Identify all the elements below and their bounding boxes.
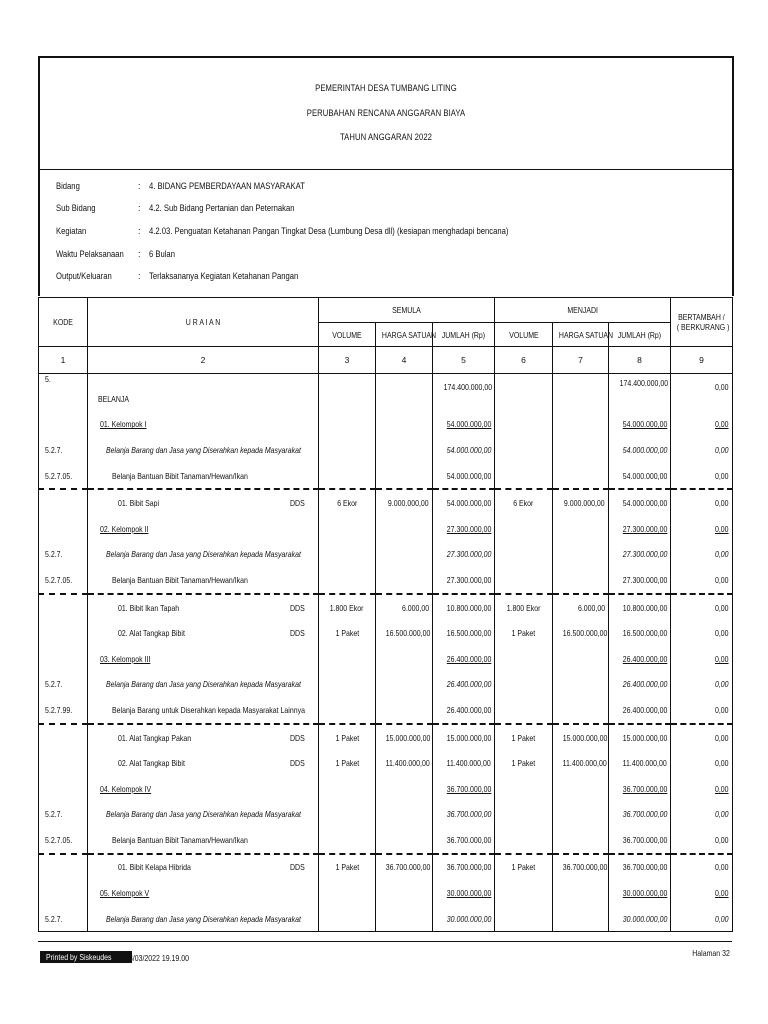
cell-selisih: 0,00 xyxy=(671,620,733,646)
table-row xyxy=(39,646,733,672)
cell-jumlah-menjadi: 11.400.000,00 xyxy=(609,750,671,776)
table-row xyxy=(39,776,733,802)
cell-harga-semula xyxy=(376,672,433,698)
cell-uraian: 04. Kelompok IV xyxy=(88,776,319,802)
table-row xyxy=(39,724,733,751)
cell-volume-menjadi xyxy=(495,802,553,828)
cell-kode: 5.2.7.05. xyxy=(39,827,88,854)
cell-jumlah-menjadi: 27.300.000,00 xyxy=(609,542,671,568)
cell-volume-semula xyxy=(319,827,376,854)
header-report-title: PERUBAHAN RENCANA ANGGARAN BIAYA xyxy=(306,108,466,118)
cell-kode: 5.2.7. xyxy=(39,906,88,932)
cell-jumlah-menjadi: 26.400.000,00 xyxy=(609,672,671,698)
cell-jumlah-semula: 54.000.000,00 xyxy=(433,489,495,516)
cell-harga-semula xyxy=(376,776,433,802)
cell-harga-menjadi: 11.400.000,00 xyxy=(553,750,609,776)
table-row xyxy=(39,906,733,932)
cell-volume-semula xyxy=(319,516,376,542)
cell-volume-menjadi xyxy=(495,374,553,412)
cell-kode xyxy=(39,620,88,646)
cell-uraian: Belanja Barang dan Jasa yang Diserahkan kepada Masyarakat xyxy=(88,542,319,568)
cell-volume-menjadi xyxy=(495,776,553,802)
cell-harga-menjadi xyxy=(553,827,609,854)
cell-uraian: Belanja Barang dan Jasa yang Diserahkan kepada Masyarakat xyxy=(88,906,319,932)
cell-kode xyxy=(39,412,88,438)
cell-uraian: 01. Kelompok I xyxy=(88,412,319,438)
report-header xyxy=(38,56,734,170)
cell-harga-menjadi xyxy=(553,672,609,698)
cell-volume-menjadi xyxy=(495,906,553,932)
cell-harga-menjadi xyxy=(553,880,609,906)
col-volume-2: VOLUME xyxy=(495,323,553,347)
cell-uraian: 03. Kelompok III xyxy=(88,646,319,672)
cell-volume-menjadi xyxy=(495,516,553,542)
cell-uraian: 01. Alat Tangkap Pakan DDS xyxy=(88,724,319,751)
cell-uraian: Belanja Bantuan Bibit Tanaman/Hewan/Ikan xyxy=(88,567,319,594)
cell-harga-menjadi xyxy=(553,437,609,463)
cell-jumlah-semula: 10.800.000,00 xyxy=(433,594,495,621)
cell-jumlah-menjadi: 10.800.000,00 xyxy=(609,594,671,621)
cell-harga-menjadi xyxy=(553,463,609,490)
cell-uraian: Belanja Bantuan Bibit Tanaman/Hewan/Ikan xyxy=(88,827,319,854)
table-row xyxy=(39,594,733,621)
cell-harga-menjadi xyxy=(553,516,609,542)
cell-harga-menjadi xyxy=(553,776,609,802)
cell-volume-semula: 1.800 Ekor xyxy=(319,594,376,621)
cell-selisih: 0,00 xyxy=(671,646,733,672)
col-volume-1: VOLUME xyxy=(319,323,376,347)
cell-volume-semula: 6 Ekor xyxy=(319,489,376,516)
cell-harga-semula xyxy=(376,374,433,412)
cell-kode: 5.2.7. xyxy=(39,802,88,828)
cell-volume-semula: 1 Paket xyxy=(319,750,376,776)
cell-harga-menjadi xyxy=(553,412,609,438)
cell-selisih: 0,00 xyxy=(671,906,733,932)
cell-selisih: 0,00 xyxy=(671,880,733,906)
cell-uraian: 05. Kelompok V xyxy=(88,880,319,906)
cell-volume-menjadi: 1 Paket xyxy=(495,854,553,881)
cell-volume-semula: 1 Paket xyxy=(319,724,376,751)
cell-selisih: 0,00 xyxy=(671,374,733,412)
cell-harga-semula: 6.000,00 xyxy=(376,594,433,621)
cell-volume-semula xyxy=(319,802,376,828)
cell-harga-semula xyxy=(376,906,433,932)
col-menjadi-header: MENJADI xyxy=(495,298,671,323)
cell-jumlah-menjadi: 54.000.000,00 xyxy=(609,463,671,490)
cell-selisih: 0,00 xyxy=(671,567,733,594)
cell-harga-semula xyxy=(376,802,433,828)
col-jumlah-2: JUMLAH (Rp) xyxy=(609,323,671,347)
cell-volume-semula xyxy=(319,880,376,906)
print-date: 28/03/2022 19.19.00 xyxy=(125,953,189,963)
cell-harga-semula xyxy=(376,567,433,594)
cell-kode: 5.2.7.99. xyxy=(39,697,88,724)
cell-harga-semula xyxy=(376,516,433,542)
page-number: Halaman 32 xyxy=(692,948,730,958)
cell-jumlah-menjadi: 36.700.000,00 xyxy=(609,854,671,881)
cell-harga-semula xyxy=(376,827,433,854)
cell-kode xyxy=(39,516,88,542)
col-uraian-header: U R A I A N xyxy=(88,298,319,347)
col-semula-header: SEMULA xyxy=(319,298,495,323)
cell-jumlah-menjadi: 36.700.000,00 xyxy=(609,802,671,828)
table-row xyxy=(39,542,733,568)
cell-jumlah-semula: 54.000.000,00 xyxy=(433,463,495,490)
cell-jumlah-menjadi: 54.000.000,00 xyxy=(609,437,671,463)
cell-volume-menjadi xyxy=(495,412,553,438)
cell-uraian: Belanja Barang dan Jasa yang Diserahkan kepada Masyarakat xyxy=(88,802,319,828)
cell-jumlah-menjadi: 174.400.000,00 xyxy=(609,374,671,412)
cell-jumlah-menjadi: 36.700.000,00 xyxy=(609,776,671,802)
cell-harga-semula xyxy=(376,880,433,906)
cell-jumlah-semula: 27.300.000,00 xyxy=(433,542,495,568)
cell-selisih: 0,00 xyxy=(671,489,733,516)
cell-jumlah-menjadi: 54.000.000,00 xyxy=(609,489,671,516)
printed-by-badge: Printed by Siskeudes xyxy=(40,951,132,963)
cell-harga-menjadi xyxy=(553,542,609,568)
cell-harga-menjadi xyxy=(553,374,609,412)
cell-jumlah-semula: 36.700.000,00 xyxy=(433,827,495,854)
cell-jumlah-semula: 54.000.000,00 xyxy=(433,412,495,438)
table-row xyxy=(39,620,733,646)
column-number-row: 1 2 3 4 5 6 7 8 9 xyxy=(39,347,733,374)
cell-jumlah-semula: 27.300.000,00 xyxy=(433,567,495,594)
cell-harga-menjadi xyxy=(553,567,609,594)
cell-volume-semula xyxy=(319,672,376,698)
cell-volume-menjadi: 1 Paket xyxy=(495,750,553,776)
cell-harga-semula xyxy=(376,646,433,672)
cell-kode: 5.2.7.05. xyxy=(39,567,88,594)
cell-harga-menjadi xyxy=(553,802,609,828)
cell-kode xyxy=(39,776,88,802)
table-row xyxy=(39,437,733,463)
cell-harga-semula: 36.700.000,00 xyxy=(376,854,433,881)
cell-jumlah-menjadi: 30.000.000,00 xyxy=(609,906,671,932)
cell-volume-menjadi xyxy=(495,827,553,854)
cell-jumlah-menjadi: 54.000.000,00 xyxy=(609,412,671,438)
col-bertambah-header: BERTAMBAH / ( BERKURANG ) xyxy=(671,298,733,347)
cell-kode xyxy=(39,646,88,672)
cell-harga-semula xyxy=(376,542,433,568)
cell-harga-menjadi xyxy=(553,646,609,672)
cell-volume-semula xyxy=(319,906,376,932)
cell-jumlah-semula: 26.400.000,00 xyxy=(433,646,495,672)
cell-selisih: 0,00 xyxy=(671,516,733,542)
table-row xyxy=(39,672,733,698)
cell-selisih: 0,00 xyxy=(671,750,733,776)
cell-kode xyxy=(39,854,88,881)
cell-uraian: 01. Bibit Kelapa Hibrida DDS xyxy=(88,854,319,881)
table-row xyxy=(39,880,733,906)
cell-kode: 5.2.7.05. xyxy=(39,463,88,490)
header-fiscal-year: TAHUN ANGGARAN 2022 xyxy=(339,132,433,142)
cell-harga-menjadi xyxy=(553,697,609,724)
cell-kode: 5.2.7. xyxy=(39,437,88,463)
cell-uraian: 02. Alat Tangkap Bibit DDS xyxy=(88,620,319,646)
cell-kode xyxy=(39,724,88,751)
cell-jumlah-semula: 26.400.000,00 xyxy=(433,697,495,724)
cell-harga-semula: 15.000.000,00 xyxy=(376,724,433,751)
cell-selisih: 0,00 xyxy=(671,412,733,438)
cell-volume-menjadi: 1 Paket xyxy=(495,620,553,646)
cell-selisih: 0,00 xyxy=(671,463,733,490)
cell-kode xyxy=(39,750,88,776)
cell-volume-semula xyxy=(319,463,376,490)
cell-volume-semula: 1 Paket xyxy=(319,854,376,881)
cell-selisih: 0,00 xyxy=(671,594,733,621)
cell-harga-menjadi: 9.000.000,00 xyxy=(553,489,609,516)
col-jumlah-1: JUMLAH (Rp) xyxy=(433,323,495,347)
cell-volume-menjadi: 1 Paket xyxy=(495,724,553,751)
cell-jumlah-semula: 27.300.000,00 xyxy=(433,516,495,542)
cell-volume-menjadi xyxy=(495,672,553,698)
cell-jumlah-semula: 174.400.000,00 xyxy=(433,374,495,412)
cell-volume-menjadi xyxy=(495,880,553,906)
cell-uraian: Belanja Bantuan Bibit Tanaman/Hewan/Ikan xyxy=(88,463,319,490)
table-row xyxy=(39,854,733,881)
cell-jumlah-menjadi: 26.400.000,00 xyxy=(609,697,671,724)
cell-kode: 5.2.7. xyxy=(39,672,88,698)
cell-selisih: 0,00 xyxy=(671,802,733,828)
cell-jumlah-semula: 26.400.000,00 xyxy=(433,672,495,698)
cell-kode xyxy=(39,880,88,906)
cell-jumlah-semula: 36.700.000,00 xyxy=(433,776,495,802)
cell-selisih: 0,00 xyxy=(671,854,733,881)
table-row xyxy=(39,827,733,854)
activity-info: Bidang : 4. BIDANG PEMBERDAYAAN MASYARAKAT Sub Bidang : 4.2. Sub Bidang Pertanian dan Peternakan Kegiatan : 4.2.03. Penguatan Ketahanan Pangan Tingkat Desa (Lumbung Desa dll) (kesiapan menghadapi bencana) Waktu Pelaksanaan : 6 Bulan Output/Keluaran : Terlaksananya Kegiatan Ketahanan Pangan xyxy=(38,168,734,296)
cell-jumlah-semula: 36.700.000,00 xyxy=(433,854,495,881)
cell-selisih: 0,00 xyxy=(671,724,733,751)
cell-jumlah-semula: 30.000.000,00 xyxy=(433,906,495,932)
cell-volume-menjadi: 1.800 Ekor xyxy=(495,594,553,621)
cell-kode xyxy=(39,594,88,621)
cell-uraian: 01. Bibit Sapi DDS xyxy=(88,489,319,516)
cell-jumlah-menjadi: 16.500.000,00 xyxy=(609,620,671,646)
cell-jumlah-menjadi: 27.300.000,00 xyxy=(609,567,671,594)
cell-jumlah-menjadi: 26.400.000,00 xyxy=(609,646,671,672)
col-harga-2: HARGA SATUAN xyxy=(553,323,609,347)
cell-harga-menjadi xyxy=(553,906,609,932)
cell-jumlah-semula: 11.400.000,00 xyxy=(433,750,495,776)
table-row xyxy=(39,516,733,542)
cell-harga-semula xyxy=(376,412,433,438)
cell-selisih: 0,00 xyxy=(671,697,733,724)
cell-volume-menjadi: 6 Ekor xyxy=(495,489,553,516)
cell-harga-semula: 11.400.000,00 xyxy=(376,750,433,776)
cell-harga-semula xyxy=(376,697,433,724)
cell-jumlah-menjadi: 15.000.000,00 xyxy=(609,724,671,751)
cell-uraian: 01. Bibit Ikan Tapah DDS xyxy=(88,594,319,621)
budget-table xyxy=(38,297,733,932)
cell-harga-semula: 9.000.000,00 xyxy=(376,489,433,516)
cell-volume-menjadi xyxy=(495,697,553,724)
budget-rows xyxy=(39,374,733,932)
header-government: PEMERINTAH DESA TUMBANG LITING xyxy=(315,83,457,93)
cell-uraian: 02. Kelompok II xyxy=(88,516,319,542)
cell-uraian: 02. Alat Tangkap Bibit DDS xyxy=(88,750,319,776)
table-row xyxy=(39,697,733,724)
cell-selisih: 0,00 xyxy=(671,827,733,854)
cell-harga-menjadi: 6.000,00 xyxy=(553,594,609,621)
cell-uraian: BELANJA xyxy=(88,374,319,412)
cell-volume-semula xyxy=(319,374,376,412)
cell-uraian: Belanja Barang dan Jasa yang Diserahkan kepada Masyarakat xyxy=(88,672,319,698)
cell-harga-semula: 16.500.000,00 xyxy=(376,620,433,646)
cell-harga-semula xyxy=(376,463,433,490)
col-kode-header: KODE xyxy=(39,298,88,347)
cell-volume-semula xyxy=(319,776,376,802)
cell-harga-menjadi: 16.500.000,00 xyxy=(553,620,609,646)
cell-harga-menjadi: 15.000.000,00 xyxy=(553,724,609,751)
table-row xyxy=(39,567,733,594)
cell-volume-menjadi xyxy=(495,463,553,490)
cell-volume-menjadi xyxy=(495,542,553,568)
cell-harga-menjadi: 36.700.000,00 xyxy=(553,854,609,881)
cell-harga-semula xyxy=(376,437,433,463)
table-row xyxy=(39,802,733,828)
cell-volume-menjadi xyxy=(495,646,553,672)
cell-selisih: 0,00 xyxy=(671,776,733,802)
cell-kode xyxy=(39,489,88,516)
table-row xyxy=(39,412,733,438)
cell-jumlah-menjadi: 36.700.000,00 xyxy=(609,827,671,854)
cell-selisih: 0,00 xyxy=(671,672,733,698)
cell-volume-semula xyxy=(319,542,376,568)
cell-volume-semula xyxy=(319,697,376,724)
footer-divider xyxy=(38,941,732,942)
table-row xyxy=(39,750,733,776)
table-row xyxy=(39,374,733,412)
cell-jumlah-menjadi: 30.000.000,00 xyxy=(609,880,671,906)
cell-selisih: 0,00 xyxy=(671,437,733,463)
cell-volume-semula xyxy=(319,567,376,594)
cell-jumlah-menjadi: 27.300.000,00 xyxy=(609,516,671,542)
cell-volume-semula: 1 Paket xyxy=(319,620,376,646)
cell-selisih: 0,00 xyxy=(671,542,733,568)
table-row xyxy=(39,489,733,516)
cell-kode: 5.2.7. xyxy=(39,542,88,568)
cell-jumlah-semula: 15.000.000,00 xyxy=(433,724,495,751)
cell-jumlah-semula: 54.000.000,00 xyxy=(433,437,495,463)
cell-kode: 5. xyxy=(39,374,88,412)
table-row xyxy=(39,463,733,490)
col-harga-1: HARGA SATUAN xyxy=(376,323,433,347)
cell-volume-semula xyxy=(319,646,376,672)
cell-jumlah-semula: 16.500.000,00 xyxy=(433,620,495,646)
cell-volume-semula xyxy=(319,412,376,438)
cell-volume-menjadi xyxy=(495,437,553,463)
cell-uraian: Belanja Barang untuk Diserahkan kepada Masyarakat Lainnya xyxy=(88,697,319,724)
cell-uraian: Belanja Barang dan Jasa yang Diserahkan kepada Masyarakat xyxy=(88,437,319,463)
cell-jumlah-semula: 30.000.000,00 xyxy=(433,880,495,906)
cell-volume-semula xyxy=(319,437,376,463)
cell-volume-menjadi xyxy=(495,567,553,594)
cell-jumlah-semula: 36.700.000,00 xyxy=(433,802,495,828)
